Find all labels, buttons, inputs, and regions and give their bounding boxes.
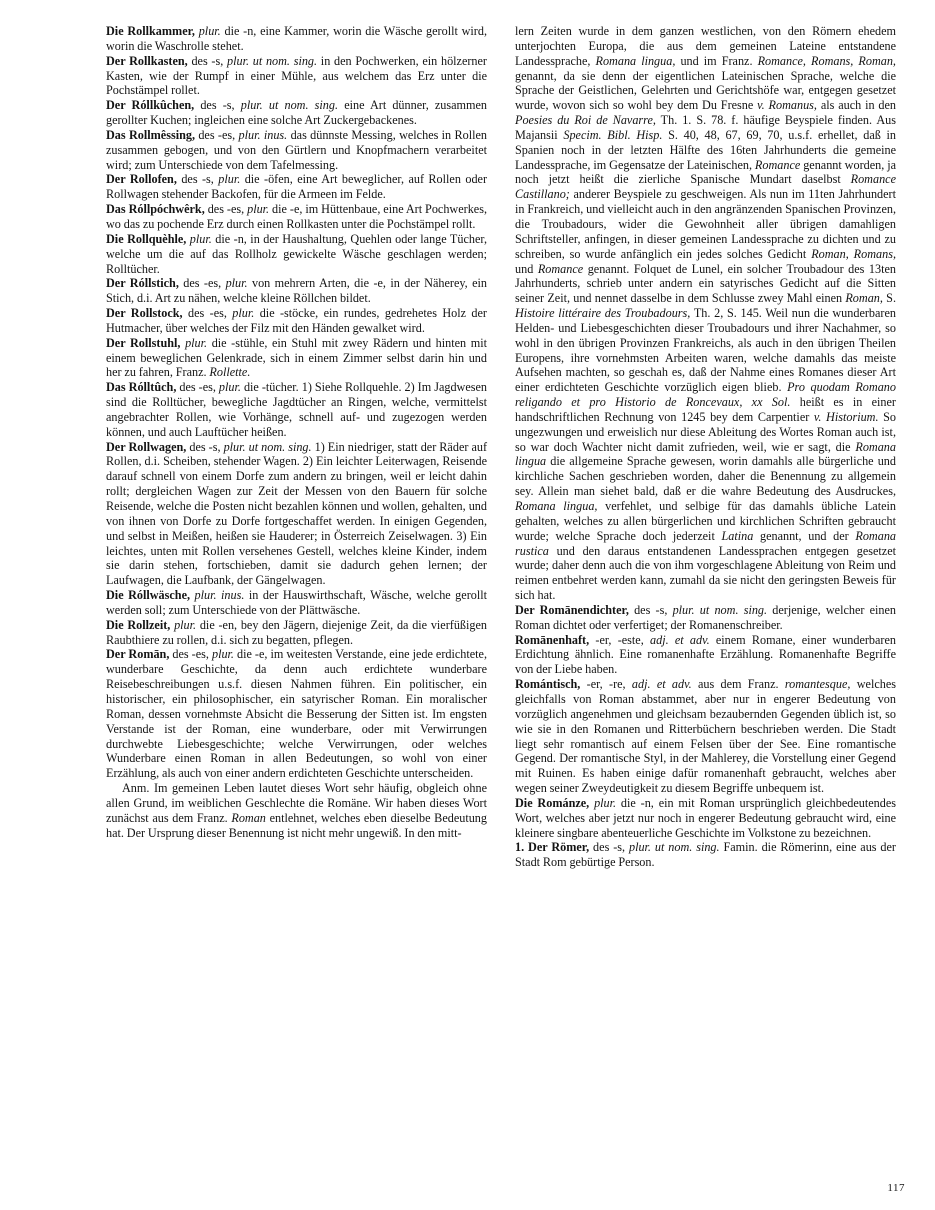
entry-text: S. 40, 48, 67, 69, 70, u.s.f. erhellet, daß in Spanien noch in der letzten Hälfte des 16ten Jahrhunderts die gemeine Landessprache, im Gegensatze der Lateinischen, xyxy=(515,127,896,172)
entry-romantisch xyxy=(515,677,896,796)
entry-rollkasten xyxy=(106,54,487,99)
entry-text: die -stühle, ein Stuhl mit zwey Rädern und hinten mit einem beweglichen Gelenkrade, sich in einem Zimmer selbst darin hin und her zu fahren, Franz. xyxy=(106,335,488,380)
entry-text: plur. xyxy=(170,617,197,632)
entry-text: -er, -re, xyxy=(580,677,632,692)
entry-text: plur. xyxy=(186,231,212,246)
entry-text: plur. ut nom. sing. xyxy=(227,53,318,68)
headword: Der Rollstuhl, xyxy=(106,335,181,350)
entry-text: in der Hauswirthschaft, Wäsche, welche gerollt werden soll; zum Unterschiede von der Plättwäsche. xyxy=(106,588,488,617)
headword: Der Róllkûchen, xyxy=(106,98,195,113)
entry-text: und im Franz. xyxy=(675,53,758,68)
entry-text: des -es, xyxy=(182,306,233,321)
entry-rolltuch xyxy=(106,380,487,439)
entry-rollquehle xyxy=(106,232,487,277)
entry-text: Romance xyxy=(537,261,584,276)
entry-rollzeit xyxy=(106,618,487,648)
entry-text: plur. xyxy=(225,276,248,291)
entry-text: die -öfen, eine Art beweglicher, auf Rollen oder Rollwagen stehender Backofen, für die Armeen im Felde. xyxy=(106,172,488,202)
entry-text: des -s, xyxy=(187,53,227,68)
headword: 1. Der Römer, xyxy=(515,840,590,855)
entry-text: des -s, xyxy=(194,98,241,113)
entry-text: die -stöcke, ein rundes, gedrehetes Holz der Hutmacher, über welches der Filz mit den Händen gewalket wird. xyxy=(106,306,487,335)
entry-rollofen xyxy=(106,172,487,202)
entry-text: die allgemeine Sprache gewesen, worin damahls alle bürgerliche und kirchliche Sachen geschrieben worden, daher die Benennung zu allgemein sey. Allein man siehet bald, daß er die wahre Bedeutung des Ausdruckes, xyxy=(515,454,896,499)
entry-text: Poesies du Roi de Navarre, xyxy=(515,113,656,128)
entry-romanenhaft xyxy=(515,633,896,678)
entry-rollkuechen xyxy=(106,98,487,128)
entry-text: Pro quodam Romano religando et pro Historio de Roncevaux, xx Sol. xyxy=(515,380,896,410)
entry-roman-anmerkung xyxy=(106,781,487,840)
entry-text: als auch in den xyxy=(816,98,896,113)
entry-text: S. xyxy=(882,291,896,306)
entry-text: Histoire littéraire des Troubadours, xyxy=(515,306,691,321)
headword: Die Róllwäsche, xyxy=(106,588,191,603)
entry-text: des -s, xyxy=(589,840,629,855)
entry-text: -er, -este, xyxy=(589,632,650,647)
entry-text: des -es, xyxy=(204,202,248,217)
entry-rollwaesche xyxy=(106,588,487,618)
entry-romanendichter xyxy=(515,603,896,633)
entry-rollkammer xyxy=(106,24,487,54)
entry-text: lern Zeiten wurde in dem ganzen westlichen, von den Römern ehedem unterjochten Europa, die aus dem gemeinen Lateine entstandene Landessprache, xyxy=(515,24,896,68)
entry-text: die -en, bey den Jägern, diejenige Zeit, da die vierfüßigen Raubthiere zu rollen, d.i. sich zu begatten, pflegen. xyxy=(106,617,488,647)
entry-text: das dünnste Messing, welches in Rollen zusammen gebogen, und von den Gürtlern und Knopfmachern verarbeitet wird; zum Unterschiede von dem Tafelmessing. xyxy=(106,127,487,172)
entry-text: anderer Beyspiele zu geschweigen. Als nun im 11ten Jahrhundert in Frankreich, und vielleicht auch in den angränzenden Spanischen Provinzen, die Troubadours, wider die Gewohnheit aller übrigen damahligen Schriftsteller, anfingen, in dieser gemeinen Landessprache zu dichten und zu schreiben, so wurde anfänglich ein jedes solches Gedicht xyxy=(515,187,896,261)
entry-text: die -n, eine Kammer, worin die Wäsche gerollt wird, worin die Waschrolle stehet. xyxy=(106,24,488,53)
entry-text: Th. 2, S. 145. Weil nun die wunderbaren Helden- und Liebesgeschichten dieser Troubadours und ihrer Nachahmer, so wohl in den übrigen Provinzen Frankreichs, als auch in den übrigen Theilen Europens, ihre vornehmsten Arbeiten waren, welche damahls das meiste Aufsehen machten, so geschah es, daß der Nahme eines Romanes dieser Art einer erdichteten Geschichte vorzüglich eigen blieb. xyxy=(515,306,896,395)
headword: Der Rollstock, xyxy=(106,306,183,321)
entry-text: genannt worden, ja noch jetzt heißt die zierliche Spanische Mundart daselbst xyxy=(515,157,896,187)
headword: Die Rollkammer, xyxy=(106,24,195,38)
left-column xyxy=(106,24,487,840)
entry-text: die -n, in der Haushaltung, Quehlen oder lange Tücher, welche um die auf das Rollholz gewickelte Wäsche geschlagen werden; Rolltücher. xyxy=(106,231,487,276)
entry-text: plur. xyxy=(180,335,208,350)
entry-text: entlehnet, welches eben dieselbe Bedeutung hat. Der Ursprung dieser Benennung ist nicht mehr ungewiß. In den mitt- xyxy=(106,810,487,840)
entry-text: Famin. die Römerinn, eine aus der Stadt Rom gebürtige Person. xyxy=(515,840,896,870)
entry-rollpochwerk xyxy=(106,202,487,232)
headword: Der Rollkasten, xyxy=(106,53,188,68)
headword: Die Románze, xyxy=(515,795,590,810)
headword: Der Rollwagen, xyxy=(106,439,187,454)
entry-text: plur. xyxy=(194,24,221,38)
entry-roman xyxy=(106,647,487,781)
entry-text: die -e, im Hüttenbaue, eine Art Pochwerkes, wo das zu pochende Erz durch einen Rollkasten unter die Pochstämpel rollt. xyxy=(106,202,487,231)
entry-text: Romana lingua xyxy=(515,439,896,469)
entry-text: Romance, Romans, Roman, xyxy=(757,53,896,68)
entry-rollwagen xyxy=(106,440,487,588)
headword: Das Rollmêssing, xyxy=(106,127,195,142)
entry-text: die -e, im weitesten Verstande, eine jede erdichtete, wunderbare Geschichte, da denn auch erdichtete wunderbare Reisebeschreibungen u.s.f. diesen Nahmen führen. Ein politischer, ein historischer, ein philosophischer, ein satyrischer Roman. Ein moralischer Roman, dessen vornehmste Absicht die Besserung der Sitten ist. Im engsten Verstande ist der Roman, eine wunderbare, oder mit Verwirrungen durchwebte Liebesgeschichte; welche Verwirrungen, oder welches Wunderbare einen Roman in allen Bedeutungen, so wohl von einer Erzählung, als auch von einer andern erdichteten Geschichte unterscheiden. xyxy=(106,647,488,781)
headword: Die Rollzeit, xyxy=(106,617,171,632)
entry-text: die -n, ein mit Roman ursprünglich gleichbedeutendes Wort, welches aber jetzt nur noch in engerer Bedeutung gebraucht wird, eine kleinere singbare abenteuerliche Geschichte im Volkstone zu bezeichnen. xyxy=(515,795,897,840)
two-column-layout xyxy=(106,24,897,870)
entry-rollstock xyxy=(106,306,487,336)
headword: Der Róllstich, xyxy=(106,276,179,291)
entry-text: Latina xyxy=(721,528,754,543)
entry-text: plur. xyxy=(589,795,617,810)
entry-text: welches gleichfalls von Roman abstammet, aber nur in engerer Bedeutung von vorzüglich angenehmen und gleichsam bezaubernden Gegenden üblich ist, so wie sie in den Romanen und Ritterbüchern beschrieben werden. Die Stadt liegt sehr romantisch auf einem Felsen über der See. Eine romantische Gegend. Der romantische Styl, in der Mahlerey, die Vorstellung einer Gegend mit Ruinen. Es haben einige dafür romanenhaft gebraucht, welches aber wegen seiner Zweydeutigkeit zu diesem Begriffe unbequem ist. xyxy=(515,677,896,796)
entry-text: des -s, xyxy=(186,439,224,454)
entry-text: Romance xyxy=(754,157,801,172)
headword: Romántisch, xyxy=(515,677,581,692)
headword: Die Rollquèhle, xyxy=(106,231,187,246)
entry-text: des -es, xyxy=(169,647,212,662)
entry-text: einem Romane, einer wunderbaren Erdichtung ähnlich. Eine romanenhafte Erzählung. Romanenhafte Begriffe von der Liebe haben. xyxy=(515,632,896,677)
entry-romanze xyxy=(515,796,896,841)
entry-text: des -es, xyxy=(195,127,239,142)
entry-rollstich xyxy=(106,276,487,306)
entry-rollmessing xyxy=(106,128,487,173)
headword: Das Rólltûch, xyxy=(106,380,177,395)
page-number: 117 xyxy=(887,1182,905,1194)
entry-text: genannt, und der xyxy=(753,528,856,543)
entry-text: Romana lingua, xyxy=(515,499,598,513)
entry-text: Roman xyxy=(231,810,266,825)
entry-text: genannt, da sie denn der eigentlichen Lateinischen Sprache, welche die Sprache der Geistlichen, Gelehrten und Gerichtshöfe war, entgegen gesetzet wurde, wovon sich so wohl bey dem Du Fresne xyxy=(515,68,896,113)
entry-text: plur. xyxy=(247,202,270,217)
entry-text: v. Romanus, xyxy=(757,98,817,113)
entry-text: verfehlet, und selbige für das damahls übliche Latein gehalten, welches zu allen bürgerlichen und kirchlichen Schriften gebraucht wurde; welche Sprache doch jederzeit xyxy=(515,499,896,543)
entry-text: v. Historium. xyxy=(813,409,879,424)
headword: Romānenhaft, xyxy=(515,632,590,647)
entry-text: plur. ut nom. sing. xyxy=(672,602,768,617)
right-column xyxy=(515,24,896,870)
entry-text: Rollette. xyxy=(209,365,251,380)
entry-text: des -s, xyxy=(176,172,219,187)
headword: Der Romān, xyxy=(106,647,170,662)
entry-text: genannt. Folquet de Lunel, ein solcher Troubadour des 13ten Jahrhunderts, schrieb unter andern ein satyrisches Gedicht auf die Sitten seiner Zeit, und nennet dasselbe in dem Schlusse zwey Mahl einen xyxy=(515,261,896,306)
entry-text: und xyxy=(515,261,538,276)
entry-text: plur. inus. xyxy=(238,127,288,142)
entry-text: plur. xyxy=(218,380,241,395)
entry-text: des -es, xyxy=(178,276,226,291)
entry-text: Romana lingua, xyxy=(595,53,676,68)
entry-text: So ungezwungen und erweislich nur diese Ableitung des Wortes Roman auch ist, so war doch Wachter nicht damit zufrieden, weil, wie er sagt, die xyxy=(515,409,897,454)
entry-text: romantesque, xyxy=(784,677,851,692)
entry-text: plur. ut nom. sing. xyxy=(628,840,720,855)
entry-text: Roman, Romans, xyxy=(811,246,896,261)
entry-text: adj. et adv. xyxy=(631,677,692,692)
entry-roemer-1 xyxy=(515,840,896,870)
headword: Der Romānendichter, xyxy=(515,602,629,617)
entry-text: des -es, xyxy=(176,380,219,395)
entry-text: Romance Castillano; xyxy=(515,172,896,202)
entry-text: Roman, xyxy=(845,291,883,306)
entry-text: die -tücher. 1) Siehe Rollquehle. 2) Im Jagdwesen sind die Rolltücher, bewegliche Jagdtücher an Ringen, welche, vermittelst angebrachter Rollen, wie Vorhänge, schnell auf- und zugezogen werden können, und auch Lauftücher heißen. xyxy=(106,380,487,439)
entry-text: des -s, xyxy=(628,602,673,617)
entry-rollstuhl xyxy=(106,336,487,381)
entry-text: plur. xyxy=(211,647,234,662)
entry-text: derjenige, welcher einen Roman dichtet oder verfertiget; der Romanenschreiber. xyxy=(515,602,897,632)
headword: Der Rollofen, xyxy=(106,172,177,187)
entry-text: von mehrern Arten, die -e, in der Näherey, ein Stich, d.i. Art zu nähen, welche kleine Röllchen bildet. xyxy=(106,276,487,306)
entry-text: plur. xyxy=(218,172,241,187)
entry-roman-continuation xyxy=(515,24,896,603)
entry-text: in den Pochwerken, ein hölzerner Kasten, wie der Rumpf in einer Mühle, aus welchem das Erz unter die Pochstämpel rollet. xyxy=(106,53,487,98)
entry-text: Specim. Bibl. Hisp. xyxy=(563,127,663,142)
entry-text: Anm. Im gemeinen Leben lautet dieses Wort sehr häufig, obgleich ohne allen Grund, im weiblichen Geschlechte die Romäne. Wir haben dieses Wort zunächst aus dem Franz. xyxy=(106,781,487,825)
entry-text: Romana rustica xyxy=(515,528,897,558)
entry-text: 1) Ein niedriger, statt der Räder auf Rollen, d.i. Scheiben, stehender Wagen. 2) Ein leichter Leiterwagen, Reisende darauf schnell von einem Dorfe zum andern zu bringen, weil er leicht dahin rollt; dergleichen Wagen zur Zeit der Messen von den Bauern für solche Reisende, welche die Posten nicht bezahlen können und wollen, gehalten, und von ihnen von Dorfe zu Dorfe fortgeschaffet werden. In einigen Gegenden, und selbst in Meißen, heißen sie Hauderer; in Österreich Zeiselwagen. 3) Ein leichtes, unten mit Rollen versehenes Gestell, welches kleine Kinder, indem sie darin stehen, fortschieben, damit sie dadurch gehen lernen; der Laufwagen, die Laufbank, der Gängelwagen. xyxy=(106,439,488,588)
entry-text: eine Art dünner, zusammen gerollter Kuchen; ingleichen eine solche Art Zuckergebackenes. xyxy=(106,98,488,128)
entry-text: plur. ut nom. sing. xyxy=(240,98,339,113)
entry-text: heißt es in einer handschriftlichen Rechnung von 1245 bey dem Carpentier xyxy=(515,395,896,424)
entry-text: plur. inus. xyxy=(190,588,245,603)
entry-text: adj. et adv. xyxy=(650,632,710,647)
headword: Das Róllpóchwêrk, xyxy=(106,202,205,217)
entry-text: aus dem Franz. xyxy=(691,677,785,692)
entry-text: plur. xyxy=(232,306,255,321)
entry-text: und den daraus entstandenen Landessprachen entgegen gesetzet wurde; daher denn auch die von ihm vorgeschlagene Ableitung von Reim und reimen entbehret werden kann, zumahl da sie nicht den geringsten Beweis für sich hat. xyxy=(515,543,896,603)
entry-text: Th. 1. S. 78. f. häufige Beyspiele finden. Aus Majansii xyxy=(515,113,897,142)
entry-text: plur. ut nom. sing. xyxy=(223,439,312,454)
